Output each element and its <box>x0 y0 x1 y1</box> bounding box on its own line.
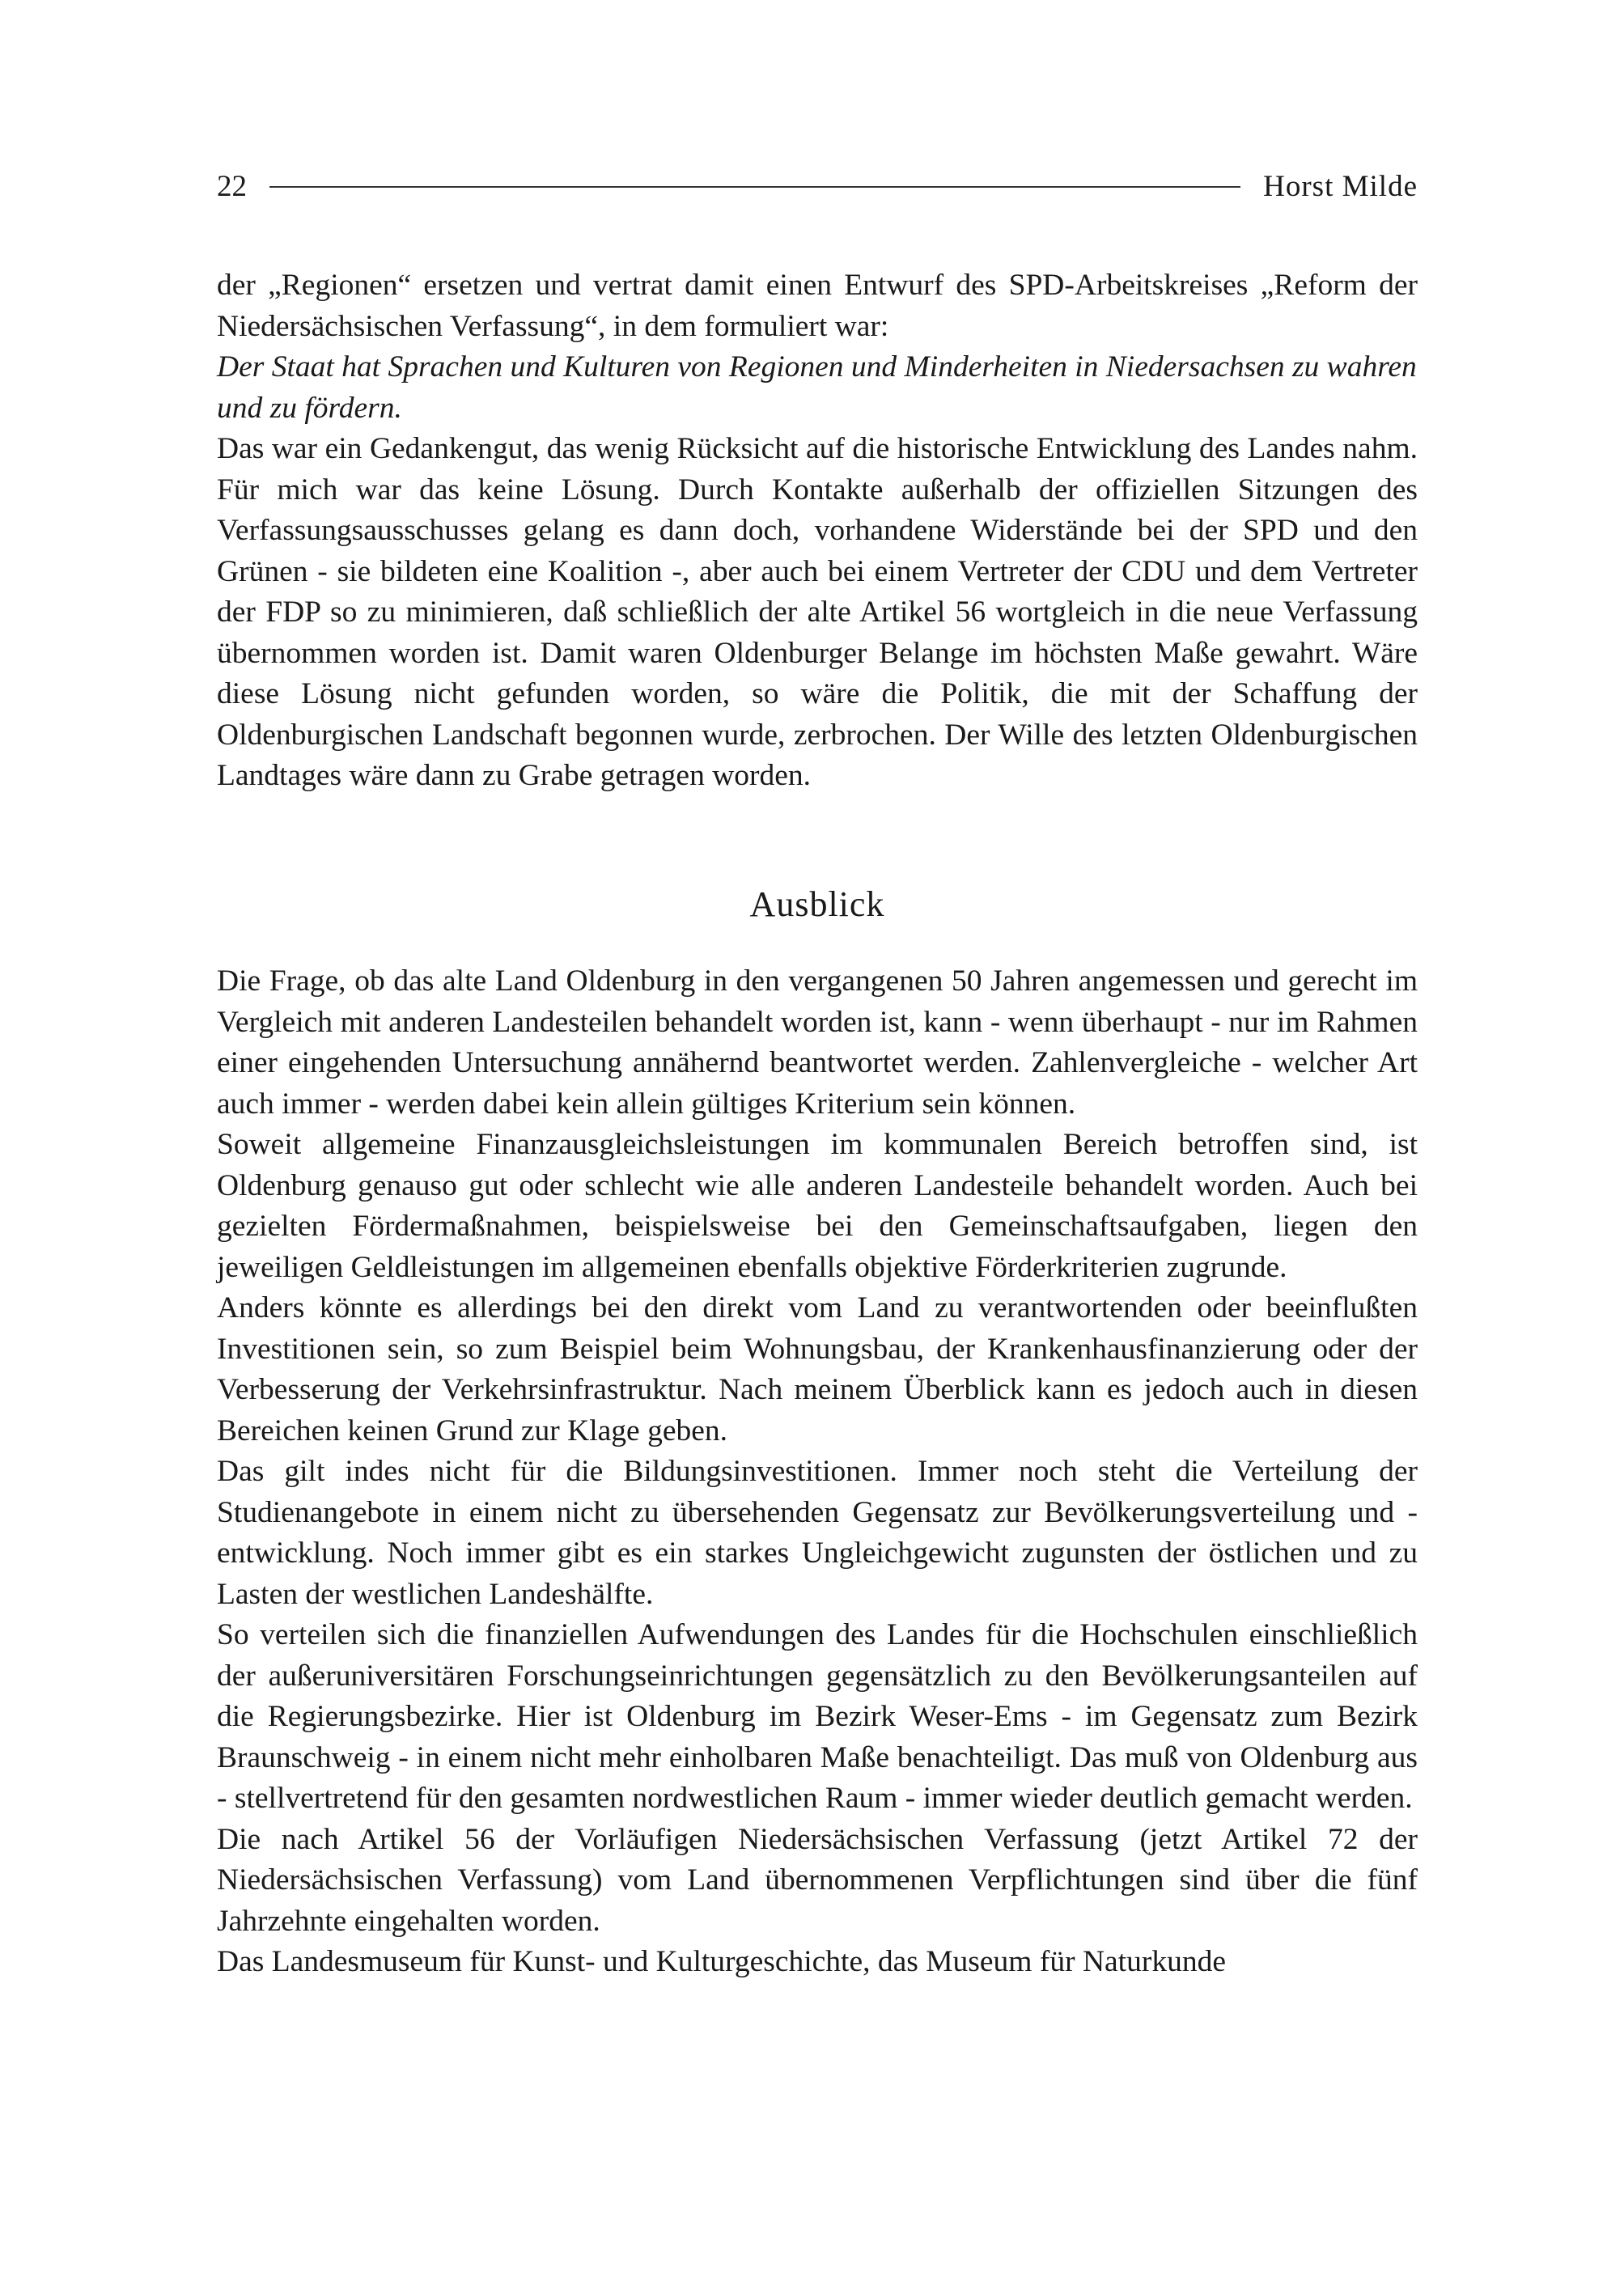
body-paragraph: So verteilen sich die finanziellen Aufwendungen des Landes für die Hochschulen einschließlich der außeruniversitären Forschungseinrichtungen gegensätzlich zu den Bevölkerungsanteilen auf die Regierungsbezirke. Hier ist Oldenburg im Bezirk Weser-Ems - im Gegensatz zum Bezirk Braunschweig - in einem nicht mehr einholbaren Maße benachteiligt. Das muß von Oldenburg aus - stellvertretend für den gesamten nordwestlichen Raum - immer wieder deutlich gemacht werden. <box>217 1618 1418 1815</box>
body-paragraph: Soweit allgemeine Finanzausgleichsleistungen im kommunalen Bereich betroffen sind, ist Oldenburg genauso gut oder schlecht wie alle anderen Landesteile behandelt worden. Auch bei gezielten Fördermaßnahmen, beispielsweise bei den Gemeinschaftsaufgaben, liegen den jeweiligen Geldleistungen im allgemeinen ebenfalls objektive Förderkriterien zugrunde. <box>217 1128 1418 1284</box>
body-paragraph: Anders könnte es allerdings bei den direkt vom Land zu verantwortenden oder beeinflußten Investitionen sein, so zum Beispiel beim Wohnungsbau, der Krankenhausfinanzierung oder der Verbesserung der Verkehrsinfrastruktur. Nach meinem Überblick kann es jedoch auch in diesen Bereichen keinen Grund zur Klage geben. <box>217 1291 1418 1447</box>
quoted-draft-text: Der Staat hat Sprachen und Kulturen von Regionen und Minderheiten in Niedersachsen zu wahren und zu fördern. <box>217 350 1417 425</box>
section-text-block <box>217 961 1418 1983</box>
intro-text-block <box>217 265 1418 797</box>
body-paragraph: der „Regionen“ ersetzen und vertrat damit einen Entwurf des SPD-Arbeitskreises „Reform der Niedersächsischen Verfassung“, in dem formuliert war: <box>217 269 1418 343</box>
body-paragraph: Die Frage, ob das alte Land Oldenburg in den vergangenen 50 Jahren angemessen und gerecht im Vergleich mit anderen Landesteilen behandelt worden ist, kann - wenn überhaupt - nur im Rahmen einer eingehenden Untersuchung annähernd beantwortet werden. Zahlenvergleiche - welcher Art auch immer - werden dabei kein allein gültiges Kriterium sein können. <box>217 964 1418 1121</box>
page-number: 22 <box>217 169 247 203</box>
running-header <box>217 166 1418 206</box>
section-heading: Ausblick <box>749 884 885 924</box>
body-paragraph: Das war ein Gedankengut, das wenig Rücksicht auf die historische Entwicklung des Landes nahm. Für mich war das keine Lösung. Durch Kontakte außerhalb der offiziellen Sitzungen des Verfassungsausschusses gelang es dann doch, vorhandene Widerstände bei der SPD und den Grünen - sie bildeten eine Koalition -, aber auch bei einem Vertreter der CDU und dem Vertreter der FDP so zu minimieren, daß schließlich der alte Artikel 56 wortgleich in die neue Verfassung übernommen worden ist. Damit waren Oldenburger Belange im höchsten Maße gewahrt. Wäre diese Lösung nicht gefunden worden, so wäre die Politik, die mit der Schaffung der Oldenburgischen Landschaft begonnen wurde, zerbrochen. Der Wille des letzten Oldenburgischen Landtages wäre dann zu Grabe getragen worden. <box>217 432 1418 792</box>
body-paragraph: Das Landesmuseum für Kunst- und Kulturgeschichte, das Museum für Naturkunde <box>217 1945 1226 1978</box>
running-header-author: Horst Milde <box>1263 169 1418 203</box>
header-rule <box>269 186 1240 188</box>
body-paragraph: Das gilt indes nicht für die Bildungsinvestitionen. Immer noch steht die Verteilung der Studienangebote in einem nicht zu übersehenden Gegensatz zur Bevölkerungsverteilung und -entwicklung. Noch immer gibt es ein starkes Ungleichgewicht zugunsten der östlichen und zu Lasten der westlichen Landeshälfte. <box>217 1455 1418 1611</box>
body-paragraph: Die nach Artikel 56 der Vorläufigen Niedersächsischen Verfassung (jetzt Artikel 72 der Niedersächsischen Verfassung) vom Land übernommenen Verpflichtungen sind über die fünf Jahrzehnte eingehalten worden. <box>217 1822 1418 1938</box>
